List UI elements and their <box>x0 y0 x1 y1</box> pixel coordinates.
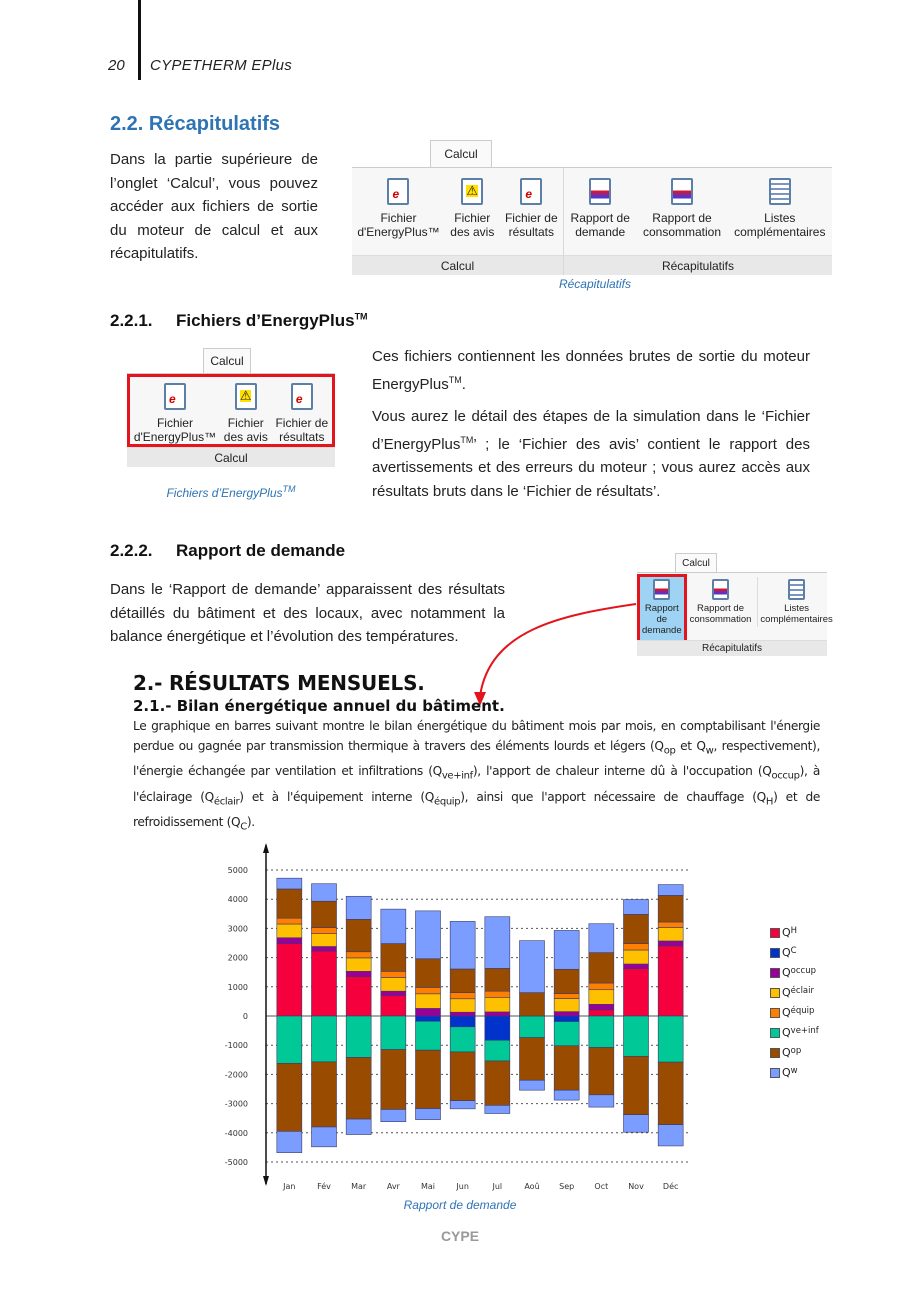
bar-segment-ve+inf <box>312 1016 337 1062</box>
tab-calcul[interactable]: Calcul <box>430 140 492 168</box>
group-label: Récapitulatifs <box>564 255 832 275</box>
bar-segment-op <box>346 1057 371 1119</box>
text: ), ainsi que l'apport nécessaire de chauffage (Q <box>460 789 766 804</box>
trademark: TM <box>354 311 368 322</box>
section-body: Dans la partie supérieure de l’onglet ‘Calcul’, vous pouvez accéder aux fichiers de sortie du moteur de calcul et aux récapitulatifs. <box>110 151 318 262</box>
bar-segment-w <box>485 917 510 969</box>
bar-segment-H <box>277 944 302 1016</box>
bar-segment-équip <box>416 987 441 993</box>
section-number: 2.2.1. <box>110 311 153 330</box>
bar-segment-équip <box>381 971 406 977</box>
label: d'EnergyPlus™ <box>133 430 217 444</box>
y-tick-label: -3000 <box>224 1099 248 1109</box>
report-subtitle: 2.1.- Bilan énergétique annuel du bâtiment. <box>133 697 505 715</box>
bar-segment-op <box>485 1061 510 1105</box>
bar-segment-ve+inf <box>277 1016 302 1063</box>
bar-segment-w <box>554 1090 579 1100</box>
x-tick-label: Mar <box>351 1182 367 1191</box>
legend-subscript: w <box>790 1066 798 1076</box>
bar-segment-w <box>658 885 683 896</box>
legend-label: Q <box>782 1026 791 1039</box>
y-tick-label: -1000 <box>224 1041 248 1051</box>
caption-text: Fichiers d’EnergyPlus <box>166 486 283 500</box>
bar-segment-op <box>554 1046 579 1090</box>
label: des avis <box>223 430 268 444</box>
subscript: H <box>765 796 774 808</box>
text: ) et à l'équipement interne (Q <box>239 789 435 804</box>
x-tick-label: Sep <box>559 1182 575 1191</box>
label: résultats <box>279 430 325 444</box>
legend-label: Q <box>782 966 791 979</box>
tab-calcul[interactable]: Calcul <box>675 553 717 573</box>
label: Rapport de <box>570 211 630 225</box>
bar-segment-occup <box>277 938 302 944</box>
legend-swatch <box>770 1008 780 1018</box>
legend-subscript: équip <box>790 1006 815 1016</box>
x-tick-label: Déc <box>662 1182 679 1191</box>
bar-segment-w <box>520 941 545 993</box>
bar-segment-op <box>346 919 371 951</box>
bar-segment-op <box>658 1062 683 1124</box>
bar-segment-op <box>381 944 406 972</box>
text: , respectivement), l'énergie échangée par ventilation et infiltrations (Q <box>133 739 820 779</box>
subscript: w <box>705 745 714 757</box>
bar-segment-w <box>658 1125 683 1146</box>
legend-label: Q <box>782 986 791 999</box>
legend-item <box>770 986 819 1006</box>
label: d'EnergyPlus™ <box>357 225 440 239</box>
bar-segment-H <box>624 969 649 1016</box>
bar-segment-ve+inf <box>485 1040 510 1061</box>
bar-segment-w <box>485 1105 510 1113</box>
text: ) et de refroidissement (Q <box>133 789 820 830</box>
bar-segment-éclair <box>381 977 406 991</box>
legend-subscript: éclair <box>790 986 815 996</box>
label: complémentaires <box>760 614 833 625</box>
bar-segment-op <box>312 901 337 927</box>
bar-segment-occup <box>554 1012 579 1016</box>
bar-segment-op <box>624 914 649 943</box>
warning-file-icon: ⚠ <box>235 383 257 410</box>
y-tick-label: 1000 <box>227 982 248 992</box>
bar-segment-équip <box>554 994 579 999</box>
legend-label: Q <box>782 946 791 959</box>
bar-segment-équip <box>450 993 475 999</box>
bar-segment-éclair <box>658 928 683 941</box>
legend-item <box>770 1066 819 1086</box>
bar-segment-H <box>346 977 371 1016</box>
label: Fichier de <box>275 416 329 430</box>
bar-segment-op <box>416 1050 441 1108</box>
warning-file-icon: ⚠ <box>461 178 483 205</box>
subscript: ve+inf <box>441 770 473 782</box>
label: Fichier <box>380 211 417 225</box>
label: Fichier de <box>504 211 558 225</box>
bar-segment-équip <box>346 952 371 958</box>
text: ), l'apport de chaleur interne dû à l'occupation (Q <box>472 764 772 779</box>
bar-segment-w <box>346 896 371 919</box>
group-label: Calcul <box>352 255 563 275</box>
text: Le graphique en barres suivant montre le bilan énergétique du bâtiment mois par mois, en comptabilisant l'énergie perdue ou gagnée par transmission thermique à travers des éléments lourds et légers (Q <box>133 719 820 753</box>
label: Fichier <box>454 211 491 225</box>
bar-segment-éclair <box>312 934 337 947</box>
legend-label: Q <box>782 1006 791 1019</box>
label: résultats <box>508 225 554 239</box>
section-title: Fichiers d’EnergyPlus <box>176 311 355 330</box>
bar-segment-ve+inf <box>624 1016 649 1056</box>
label: Rapport de <box>697 603 745 614</box>
x-tick-label: Aoû <box>524 1182 540 1191</box>
bar-segment-éclair <box>554 998 579 1011</box>
bar-segment-ve+inf <box>416 1021 441 1050</box>
bar-segment-éclair <box>589 990 614 1005</box>
bar-segment-w <box>624 1115 649 1133</box>
section-number: 2.2.2. <box>110 541 153 560</box>
label: Listes <box>764 211 796 225</box>
bar-segment-H <box>658 946 683 1016</box>
bar-segment-op <box>277 1063 302 1131</box>
legend-subscript: ve+inf <box>790 1026 819 1036</box>
trademark: TM <box>460 434 474 445</box>
bar-segment-H <box>381 996 406 1016</box>
bar-segment-op <box>589 1048 614 1095</box>
bar-segment-éclair <box>624 950 649 964</box>
bar-segment-w <box>381 1109 406 1121</box>
section-body: Dans le ‘Rapport de demande’ apparaissent des résultats détaillés du bâtiment et des locaux, avec notamment la balance énergétique et l’évolution des températures. <box>110 581 505 645</box>
legend-swatch <box>770 928 780 938</box>
bar-segment-ve+inf <box>381 1016 406 1050</box>
bar-segment-w <box>312 1127 337 1147</box>
legend-item <box>770 946 819 966</box>
y-tick-label: 3000 <box>227 924 248 934</box>
text: Ces fichiers contiennent les données brutes de sortie du moteur EnergyPlus <box>372 348 810 393</box>
label: Listes <box>784 603 809 614</box>
y-tick-label: -5000 <box>224 1158 248 1167</box>
bar-segment-op <box>520 993 545 1016</box>
bar-segment-op <box>416 959 441 988</box>
energy-balance-chart <box>220 840 700 1200</box>
trademark: TM <box>282 484 296 494</box>
subscript: éclair <box>213 796 240 808</box>
x-tick-label: Jul <box>492 1182 503 1191</box>
bar-segment-w <box>624 899 649 914</box>
label: Fichier <box>227 416 264 430</box>
legend-swatch <box>770 988 780 998</box>
results-file-icon: e <box>520 178 542 205</box>
legend-swatch <box>770 968 780 978</box>
bar-segment-w <box>416 1109 441 1120</box>
bar-segment-occup <box>624 964 649 969</box>
bar-segment-occup <box>658 941 683 946</box>
bar-segment-occup <box>312 947 337 952</box>
bar-segment-C <box>485 1016 510 1040</box>
x-tick-label: Mai <box>420 1182 436 1191</box>
energyplus-file-icon: e <box>164 383 186 410</box>
axis-arrow-icon <box>263 1176 269 1186</box>
bar-segment-op <box>312 1062 337 1127</box>
group-label: Récapitulatifs <box>637 640 827 656</box>
legend-swatch <box>770 1068 780 1078</box>
legend-item <box>770 1006 819 1026</box>
bar-segment-occup <box>450 1012 475 1016</box>
report-title: 2.- RÉSULTATS MENSUELS. <box>133 671 425 695</box>
x-tick-label: Avr <box>386 1182 400 1191</box>
bar-segment-C <box>416 1016 441 1021</box>
label: demande <box>575 225 626 239</box>
bar-segment-ve+inf <box>658 1016 683 1062</box>
label: des avis <box>450 225 495 239</box>
bar-segment-op <box>277 889 302 918</box>
bar-segment-occup <box>485 1012 510 1016</box>
bar-segment-w <box>381 909 406 943</box>
bar-segment-H <box>312 951 337 1016</box>
bar-segment-op <box>554 969 579 993</box>
label: Rapport de <box>652 211 712 225</box>
bar-segment-équip <box>277 918 302 924</box>
bar-segment-w <box>312 884 337 902</box>
legend-subscript: H <box>790 926 798 936</box>
text: ’ ; le ‘Fichier des avis’ contient le rapport des avertissements et des erreurs du moteur ; vous aurez accès aux résultats bruts dans le ‘Fichier de résultats’. <box>372 435 810 500</box>
tab-calcul[interactable]: Calcul <box>203 348 251 374</box>
bar-segment-op <box>624 1056 649 1114</box>
bar-segment-occup <box>589 1004 614 1010</box>
legend-subscript: occup <box>790 966 817 976</box>
legend-swatch <box>770 948 780 958</box>
bar-segment-ve+inf <box>520 1016 545 1038</box>
legend-subscript: op <box>790 1046 802 1056</box>
bar-segment-équip <box>312 928 337 934</box>
legend-swatch <box>770 1028 780 1038</box>
legend-label: Q <box>782 1066 791 1079</box>
bar-segment-w <box>554 930 579 969</box>
bar-segment-éclair <box>485 997 510 1012</box>
bar-segment-occup <box>346 971 371 976</box>
label: Fichier <box>156 416 193 430</box>
bar-segment-éclair <box>450 999 475 1012</box>
subscript: équip <box>434 796 461 808</box>
bar-segment-op <box>589 953 614 983</box>
bar-segment-w <box>589 1095 614 1107</box>
bar-segment-op <box>485 968 510 991</box>
report-paragraph <box>133 716 820 838</box>
bar-segment-équip <box>658 922 683 928</box>
text: . <box>461 375 466 393</box>
text: et Q <box>675 739 706 753</box>
x-tick-label: Jan <box>283 1182 296 1191</box>
legend-label: Q <box>782 1046 791 1059</box>
running-title: CYPETHERM EPlus <box>150 57 293 74</box>
text: Vous aurez le détail des étapes de la simulation dans le ‘Fichier d’EnergyPlus <box>372 408 810 453</box>
bar-segment-w <box>346 1119 371 1134</box>
bar-segment-op <box>520 1038 545 1081</box>
legend-item <box>770 966 819 986</box>
bar-segment-op <box>450 1052 475 1101</box>
bar-segment-ve+inf <box>346 1016 371 1057</box>
bar-segment-w <box>450 921 475 969</box>
y-tick-label: 5000 <box>227 866 248 875</box>
y-tick-label: -4000 <box>224 1128 248 1138</box>
bar-segment-occup <box>381 991 406 995</box>
subscript: op <box>663 745 676 757</box>
page-number: 20 <box>108 57 125 74</box>
subscript: occup <box>771 770 800 782</box>
y-tick-label: 0 <box>242 1012 248 1021</box>
text: ), à l'éclairage (Q <box>133 764 820 804</box>
group-label: Calcul <box>127 447 335 467</box>
axis-arrow-icon <box>263 843 269 853</box>
bar-segment-w <box>277 1131 302 1152</box>
legend-item <box>770 1046 819 1066</box>
bar-segment-w <box>520 1080 545 1090</box>
x-tick-label: Jun <box>456 1182 469 1191</box>
text: ). <box>246 815 255 830</box>
label: complémentaires <box>734 225 826 239</box>
bar-segment-éclair <box>416 994 441 1009</box>
figure-caption: Rapport de demande <box>403 1198 517 1212</box>
label: consommation <box>642 225 722 239</box>
figure-caption: Récapitulatifs <box>558 277 632 291</box>
bar-segment-équip <box>485 991 510 997</box>
label: consommation <box>689 614 752 625</box>
bar-segment-équip <box>589 983 614 990</box>
bar-segment-w <box>450 1101 475 1109</box>
bar-segment-occup <box>416 1008 441 1016</box>
bar-segment-C <box>450 1016 475 1027</box>
bar-segment-op <box>381 1050 406 1110</box>
chart-legend <box>770 926 819 1086</box>
legend-item <box>770 926 819 946</box>
y-tick-label: 2000 <box>227 953 248 963</box>
legend-item <box>770 1026 819 1046</box>
bar-segment-H <box>589 1010 614 1016</box>
bar-segment-op <box>450 969 475 993</box>
bar-segment-éclair <box>346 958 371 971</box>
x-tick-label: Nov <box>628 1182 644 1191</box>
bar-segment-w <box>277 878 302 889</box>
bar-segment-op <box>658 895 683 922</box>
y-tick-label: 4000 <box>227 895 248 905</box>
bar-segment-équip <box>624 944 649 950</box>
label: Rapport de <box>644 603 679 625</box>
y-tick-label: -2000 <box>224 1070 248 1080</box>
x-tick-label: Oct <box>594 1182 609 1191</box>
energyplus-file-icon: e <box>387 178 409 205</box>
bar-segment-w <box>416 911 441 959</box>
x-tick-label: Fév <box>317 1182 331 1191</box>
bar-segment-éclair <box>277 924 302 938</box>
footer-brand: CYPE <box>440 1228 480 1244</box>
bar-segment-w <box>589 924 614 953</box>
legend-label: Q <box>782 926 791 939</box>
label: demande <box>642 625 682 636</box>
bar-segment-C <box>554 1016 579 1022</box>
section-heading-recapitulatifs: 2.2. Récapitulatifs <box>110 113 281 135</box>
bar-segment-ve+inf <box>554 1022 579 1046</box>
section-title: Rapport de demande <box>176 541 346 560</box>
trademark: TM <box>448 374 462 385</box>
legend-swatch <box>770 1048 780 1058</box>
legend-subscript: C <box>790 946 797 956</box>
bar-segment-ve+inf <box>589 1016 614 1048</box>
subscript: C <box>240 821 247 833</box>
results-file-icon: e <box>291 383 313 410</box>
bar-segment-ve+inf <box>450 1027 475 1052</box>
